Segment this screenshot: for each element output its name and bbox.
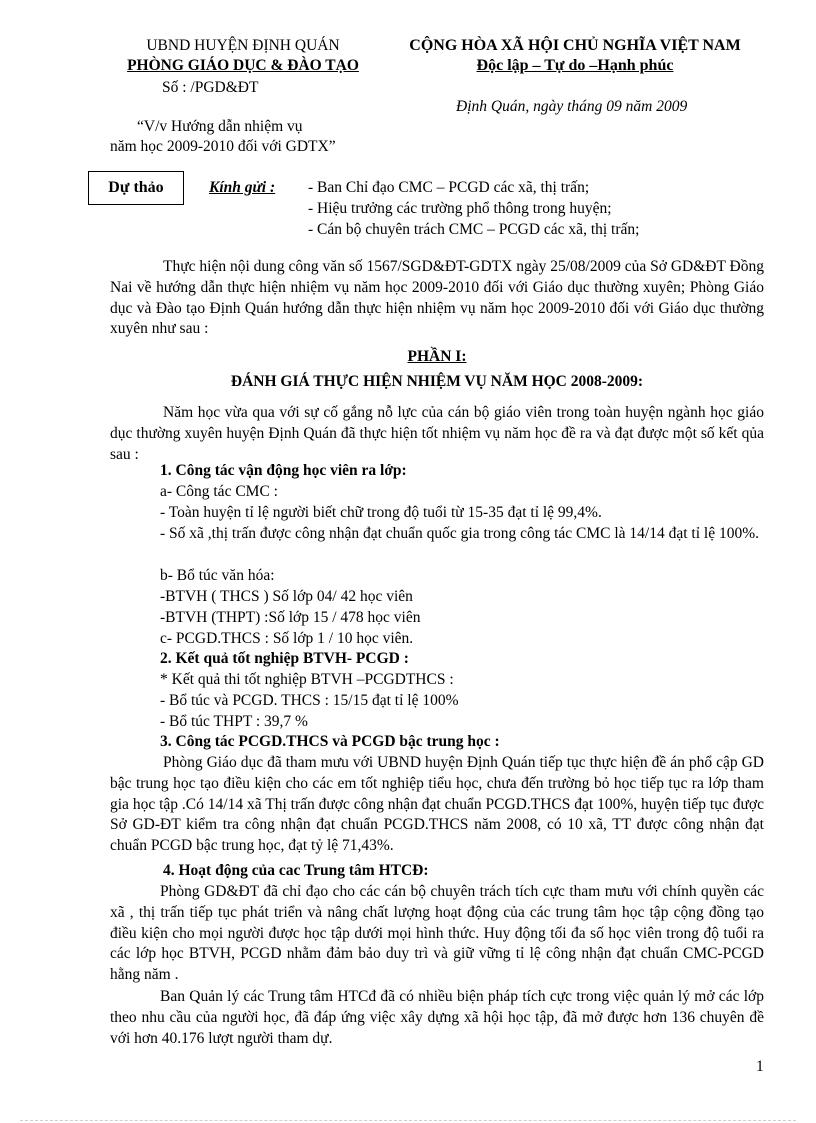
recipient-item: - Hiệu trưởng các trường phổ thông trong huyện; (308, 200, 612, 217)
intro-paragraph: Thực hiện nội dung công văn số 1567/SGD&ĐT-GDTX ngày 25/08/2009 của Sở GD&ĐT Đồng Nai về hướng dẫn thực hiện nhiệm vụ năm học 2009-2010 đối với Giáo dục thường xuyên; Phòng Giáo dục và Đào tạo Định Quán hướng dẫn thực hiện nhiệm vụ năm học 2009-2010 đối với Giáo dục thường xuyên như sau : (110, 258, 764, 338)
part-title: PHẦN I: (407, 348, 467, 365)
section-1-heading: 1. Công tác vận động học viên ra lớp: (160, 462, 407, 479)
section-2-line-3: - Bổ túc THPT : 39,7 % (160, 713, 308, 730)
section-4-heading: 4. Hoạt động của cac Trung tâm HTCĐ: (163, 862, 429, 879)
opening-paragraph: Năm học vừa qua với sự cố gắng nỗ lực của cán bộ giáo viên trong toàn huyện ngành học giáo dục thường xuyên huyện Định Quán đã thực hiện tốt nhiệm vụ năm học đề ra và đạt được một số kết qủa sau : (110, 404, 764, 463)
department-name: PHÒNG GIÁO DỤC & ĐÀO TẠO (127, 57, 359, 74)
issuing-authority (108, 36, 378, 76)
national-motto (380, 36, 770, 76)
section-1b-item-2: -BTVH (THPT) :Số lớp 15 / 478 học viên (160, 609, 421, 626)
authority-name: UBND HUYỆN ĐỊNH QUÁN (146, 37, 340, 54)
draft-stamp: Dự thảo (88, 171, 184, 205)
part-subtitle: ĐÁNH GIÁ THỰC HIỆN NHIỆM VỤ NĂM HỌC 2008-2009: (230, 373, 644, 390)
country-name: CỘNG HÒA XÃ HỘI CHỦ NGHĨA VIỆT NAM (409, 37, 741, 54)
recipient-item: - Cán bộ chuyên trách CMC – PCGD các xã, thị trấn; (308, 221, 640, 238)
page-bottom-divider (20, 1120, 796, 1121)
section-3-heading: 3. Công tác PCGD.THCS và PCGD bậc trung học : (160, 733, 500, 750)
subject-line-2: năm học 2009-2010 đối với GDTX” (110, 138, 336, 155)
page-number: 1 (756, 1058, 764, 1075)
section-1a-label: a- Công tác CMC : (160, 483, 278, 500)
section-4-paragraph-2: Ban Quản lý các Trung tâm HTCđ đã có nhiều biện pháp tích cực trong việc quản lý mở các lớp theo nhu cầu của người học, đã đáp ứng việc xây dựng xã hội học tập, đã mở được hơn 136 chuyên đề với hơn 40.176 lượt người tham dự. (110, 988, 764, 1047)
section-1a-item-2: - Số xã ,thị trấn được công nhận đạt chuẩn quốc gia trong công tác CMC là 14/14 đạt tỉ lệ 100%. (160, 525, 760, 542)
motto-line: Độc lập – Tự do –Hạnh phúc (476, 57, 674, 74)
document-number: Số : /PGD&ĐT (162, 79, 259, 96)
section-1a-item-1: - Toàn huyện tỉ lệ người biết chữ trong độ tuổi từ 15-35 đạt tỉ lệ 99,4%. (160, 504, 602, 521)
section-2-line-1: * Kết quả thi tốt nghiệp BTVH –PCGDTHCS : (160, 671, 454, 688)
section-2-heading: 2. Kết quả tốt nghiệp BTVH- PCGD : (160, 650, 409, 667)
section-1b-label: b- Bổ túc văn hóa: (160, 567, 275, 584)
section-1b-item-1: -BTVH ( THCS ) Số lớp 04/ 42 học viên (160, 588, 413, 605)
recipients-list (308, 178, 639, 241)
section-1c-label: c- PCGD.THCS : Số lớp 1 / 10 học viên. (160, 630, 414, 647)
section-3-paragraph: Phòng Giáo dục đã tham mưu với UBND huyện Định Quán tiếp tục thực hiện đề án phổ cập GD bậc trung học tạo điều kiện cho các em tốt nghiệp tiểu học, chưa đến trường bỏ học tiếp tục ra lớp tham gia học tập .Có 14/14 xã Thị trấn được công nhận đạt chuẩn PCGD.THCS đạt 100%, huyện tiếp tục được Sở GD-ĐT kiểm tra công nhận đạt chuẩn PCGD.THCS năm 2008, có 10 xã, TT được công nhận đạt chuẩn PCGD bậc trung học, đạt tỷ lệ 71,43%. (110, 754, 764, 855)
section-4-paragraph-1: Phòng GD&ĐT đã chỉ đạo cho các cán bộ chuyên trách tích cực tham mưu với chính quyền các xã , thị trấn tiếp tục phát triển và nâng chất lượng hoạt động của các trung tâm học tập cộng đồng tạo điều kiện cho mọi người được học tập dưới mọi hình thức. Huy động tối đa số học viên trong độ tuổi ra các lớp học BTVH, PCGD nhằm đảm bảo duy trì và giữ vững tỉ lệ công nhận đạt chuẩn CMC-PCGD hằng năm . (110, 883, 764, 984)
recipients-label: Kính gửi : (209, 179, 276, 196)
section-2-line-2: - Bổ túc và PCGD. THCS : 15/15 đạt tỉ lệ 100% (160, 692, 459, 709)
recipient-item: - Ban Chỉ đạo CMC – PCGD các xã, thị trấn; (308, 179, 590, 196)
date-line: Định Quán, ngày tháng 09 năm 2009 (456, 98, 688, 115)
subject-line-1: “V/v Hướng dẫn nhiệm vụ (137, 118, 303, 135)
